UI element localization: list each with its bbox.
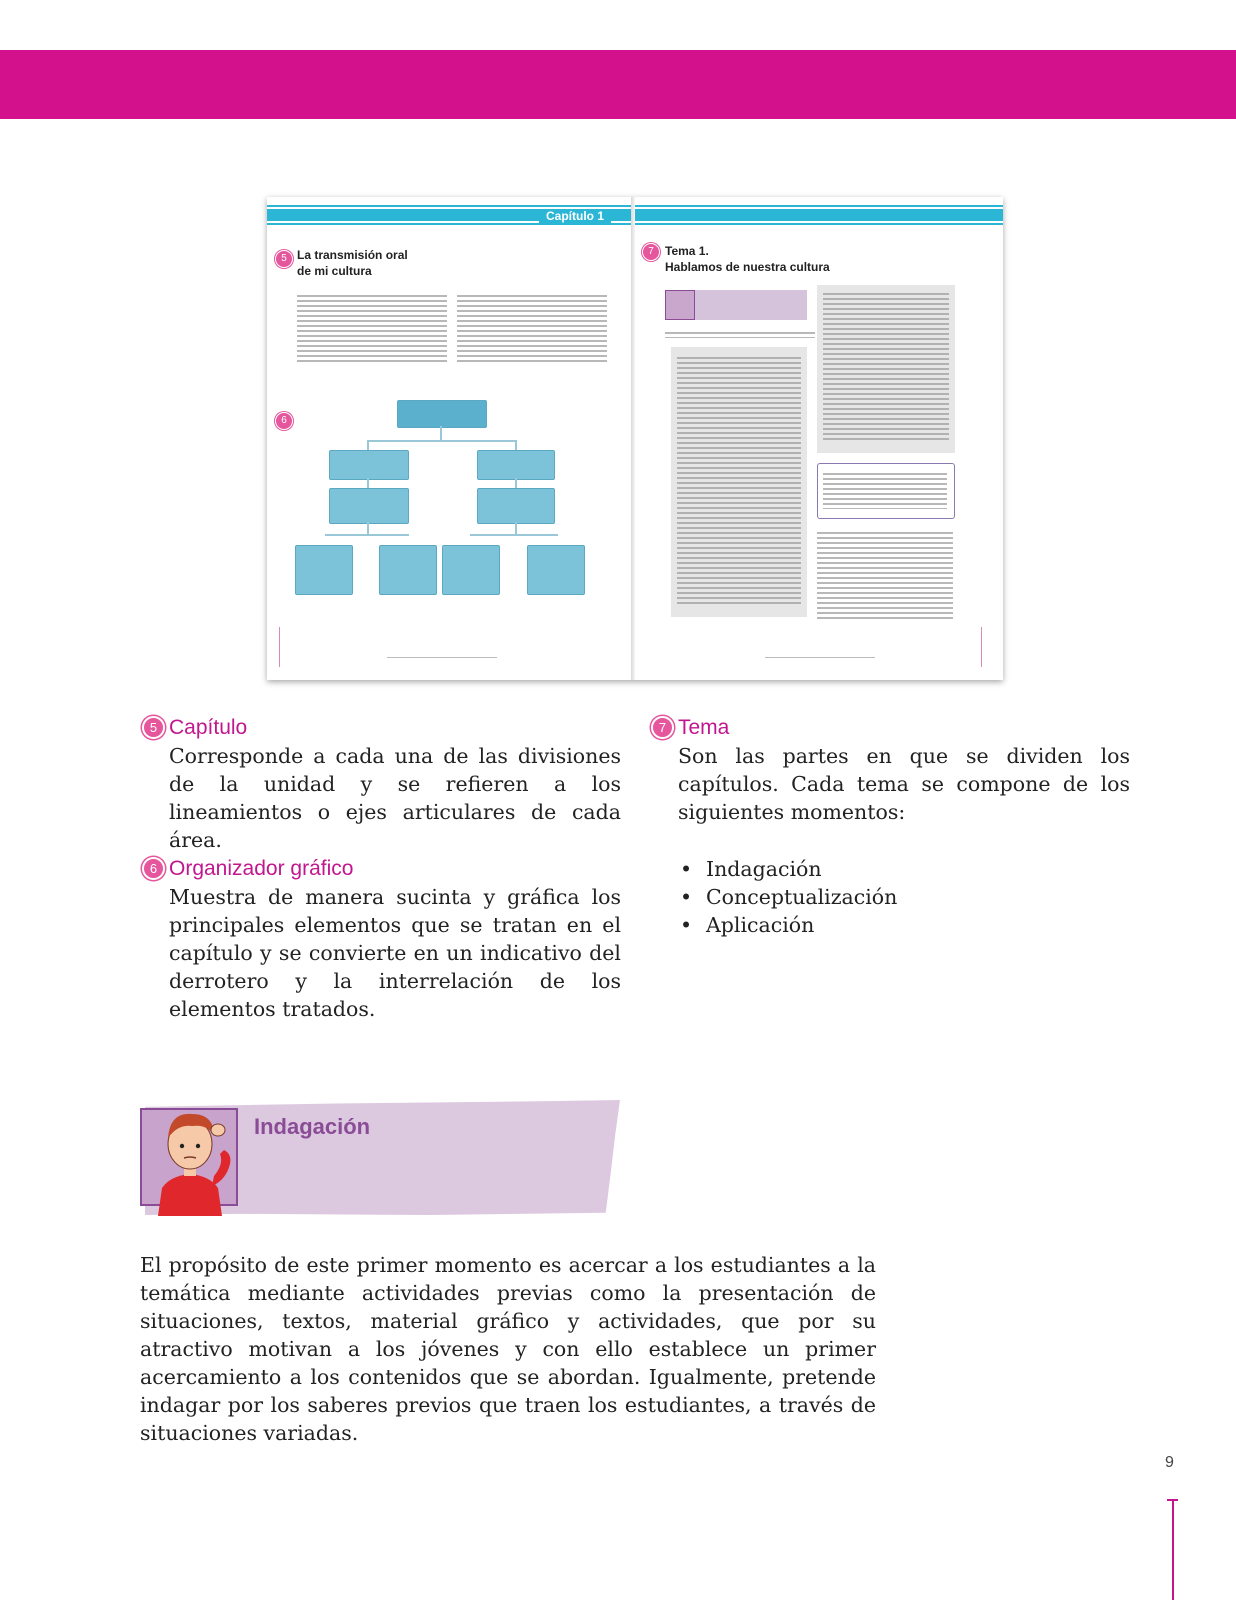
indagacion-title: Indagación [254,1114,371,1139]
momentos-list [678,855,1130,939]
left-page [267,197,631,680]
badge-5: 5 [142,716,165,739]
diagram-node [442,545,500,595]
questions-text [817,532,953,622]
diagram-node [379,545,437,595]
diagram-connector [367,522,369,534]
diagram-node [329,450,409,480]
diagram-connector [440,426,442,440]
diagram-node [329,488,409,524]
reading-text [677,357,801,607]
page-footer [765,657,875,658]
diagram-connector [515,522,517,534]
item-title-tema: Tema [678,716,730,739]
diagram-connector [515,440,517,450]
right-page-title-1: Tema 1. [665,244,709,258]
page-number: 9 [1165,1454,1174,1471]
definition-text [823,473,947,509]
left-text-col-2 [457,295,607,365]
diagram-node [527,545,585,595]
reading-text-2 [823,293,949,443]
item-text-tema: Son las partes en que se dividen los capítulos. Cada tema se compone de los siguientes momentos: [678,744,1130,824]
item-text-capitulo: Corresponde a cada una de las divisiones de la unidad y se refieren a los lineamientos o ejes articulares de cada área. [169,744,621,852]
diagram-connector [367,478,369,488]
left-text-col-1 [297,295,447,365]
right-text-line [665,332,815,338]
diagram-node [477,450,555,480]
item-title-organizador: Organizador gráfico [169,857,354,880]
diagram-root-node [397,400,487,428]
diagram-connector [515,478,517,488]
diagram-connector [367,440,517,442]
list-item: • Aplicación [678,911,1130,939]
header-bar [0,50,1236,119]
item-text-organizador: Muestra de manera sucinta y gráfica los principales elementos que se tratan en el capítulo y se convierte en un indicativo del derrotero y la interrelación de los elementos tratados. [169,885,621,1021]
item-title-capitulo: Capítulo [169,716,248,739]
chapter-label: Capítulo 1 [539,209,611,223]
badge-7: 7 [651,716,674,739]
page-margin-line [981,627,982,667]
diagram-node [295,545,353,595]
page-rule [1172,1500,1174,1600]
diagram-connector [367,440,369,450]
diagram-connector [325,534,409,536]
mini-avatar [665,290,695,320]
page-footer [387,657,497,658]
right-page [635,197,999,680]
list-item: • Conceptualización [678,883,1130,911]
badge-7-mini: 7 [642,243,660,261]
page-margin-line [279,627,280,667]
diagram-node [477,488,555,524]
left-page-title-2: de mi cultura [297,264,372,278]
diagram-connector [470,534,558,536]
thinking-boy-illustration [140,1100,250,1216]
book-spread-image [267,197,1003,680]
indagacion-paragraph: El propósito de este primer momento es acercar a los estudiantes a la temática mediante actividades previas como la presentación de situaciones, textos, material gráfico y actividades, que por su atractivo motivan a los jóvenes y con ello establece un primer acercamiento a los contenidos que se abordan. Igualmente, pretende indagar por los saberes previos que traen los estudiantes, a través de situaciones variadas. [140,1253,876,1445]
badge-5-mini: 5 [275,250,293,268]
right-page-title-2: Hablamos de nuestra cultura [665,260,830,274]
list-item: • Indagación [678,855,1130,883]
left-page-title-1: La transmisión oral [297,248,408,262]
badge-6-mini: 6 [275,412,293,430]
badge-6: 6 [142,857,165,880]
